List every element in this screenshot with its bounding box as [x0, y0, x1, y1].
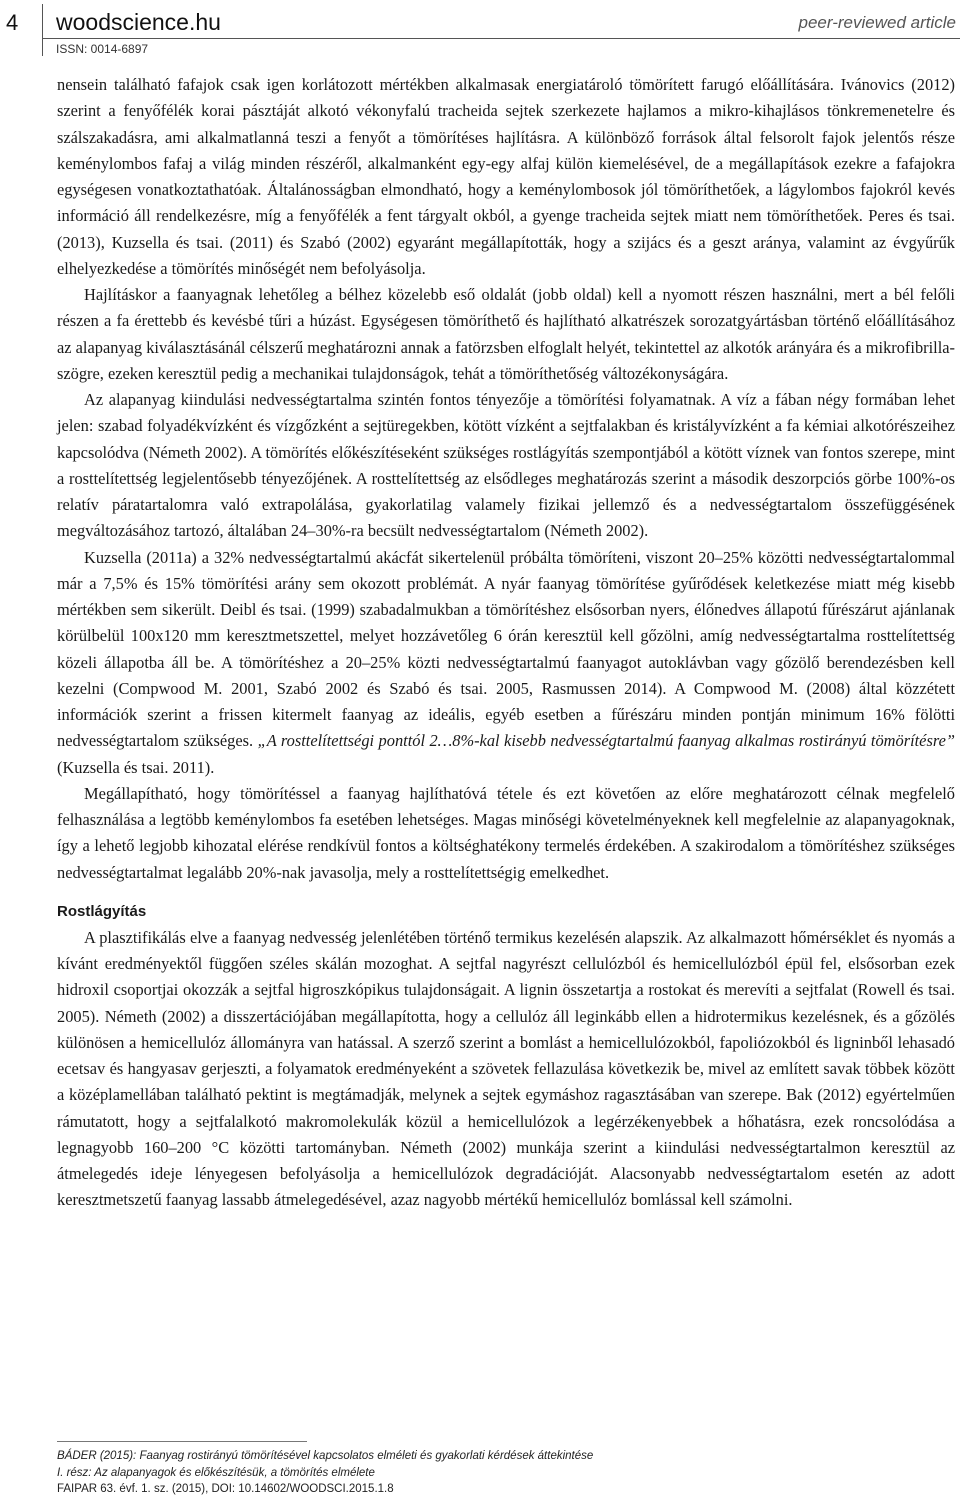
section-heading: Rostlágyítás: [57, 902, 147, 920]
paragraph-6: A plasztifikálás elve a faanyag nedvesség jelenlétében történő termikus kezelésén alapszik. Az alkalmazott hőmérséklet és nyomás a kívánt eredményektől függően széles skálán mozoghat. A sejtfal nagyrészt cellulózból és hemicellulózból épül fel, elsősorban ezek hidroxil csoportjai okozzák a sejtfal higroszkópikus tulajdonságait. A lignin összetartja a rostokat és merevíti a sejtfalat (Rowell és tsai. 2005). Németh (2002) a disszertációjában megállapította, hogy a cellulóz áll leginkább ellen a hidrotermikus kezelésnek, és a gőzölés különösen a hemicellulóz állományra van hatással. A szerző szerint a bomlást a hemicellulózokból, fapoliózokból és ligninből lehasadó ecetsav és hangyasav gerjeszti, a folyamatok eredményeként a szövetek fellazulása következik be, mivel az említett savak többek között a középlamellában található pektint is megtámadják, melynek a sejtek egymáshoz ragasztásában van szerepe. Bak (2012) egyértelműen rámutatott, hogy a sejtfalalkotó makromolekulák közül a hemicellulózok a legérzékenyebbek a hőhatásra, ezek roncsolódása a legnagyobb 160–200 °C közötti tartományban. Németh (2002) munkája szerint a kiindulási nedvességtartalmon keresztül az átmelegedés ideje lényegesen befolyásolja a hemicellulózok degradációját. Alacsonyabb nedvességtartalom esetén az adott keresztmetszetű faanyag lassabb átmelegedésével, azaz nagyobb mértékű hemicellulóz bomlással kell számolni.: [57, 927, 955, 1210]
footer-citation: BÁDER (2015): Faanyag rostirányú tömörítésével kapcsolatos elméleti és gyakorlati kérdések áttekintése: [57, 1450, 594, 1462]
footer-doi: FAIPAR 63. évf. 1. sz. (2015), DOI: 10.14602/WOODSCI.2015.1.8: [57, 1483, 394, 1495]
paragraph-4-quote: „A rosttelítettségi ponttól 2…8%-kal kisebb nedvességtartalmú faanyag alkalmas rostirányú tömörítésre”: [257, 731, 956, 751]
footer-divider: [57, 1441, 307, 1442]
journal-site-name: woodscience.hu: [56, 9, 221, 35]
issn: ISSN: 0014-6897: [56, 42, 149, 56]
article-type: peer-reviewed article: [798, 13, 956, 32]
paragraph-3: Az alapanyag kiindulási nedvességtartalma szintén fontos tényezője a tömörítési folyamatnak. A víz a fában négy formában lehet jelen: szabad folyadékvízként és vízgőzként a sejtüregekben, kötött vízként a sejtfalakban és kristályvízként a fa kémiai alkotórészeihez kapcsolódva (Németh 2002). A tömörítés előkészítéseként szükséges rostlágyítás szempontjából a kötött víznek van fontos szerepe, mint a rosttelítettség legjelentősebb tényezőjének. A rosttelítettség az elsődleges meghatározás szerint a második deszorpciós görbe 100%-os relatív páratartalomra való extrapolálása, gyakorlatilag valamely fizikai jellemző és a nedvességtartalom összefüggésének megváltozásához tartozó, általában 24–30%-ra becsült nedvességtartalom (Németh 2002).: [57, 390, 955, 541]
paragraph-2: Hajlításkor a faanyagnak lehetőleg a bélhez közelebb eső oldalát (jobb oldal) kell a nyomott részen használni, mert a bél felőli részen a fa érettebb és kevésbé tűri a húzást. Egységesen tömöríthető és hajlítható alkatrészek sorozatgyártásban történő előállításához az alapanyag kiválasztásánál célszerű meghatározni annak a fatörzsben elfoglalt helyét, tekintettel az alkotók arányára és a mikrofibrilla-szögre, ezeken keresztül pedig a mechanikai tulajdonságok, tehát a tömöríthetőség változékonyságára.: [57, 285, 955, 383]
paragraph-4-text: Kuzsella (2011a) a 32% nedvességtartalmú akácfát sikertelenül próbálta tömöríteni, viszont 20–25% közötti nedvességtartalommal már a 7,5% és 15% tömörítési arány sem okozott problémát. A nyár faanyag tömörítése gyűrődések keletkezése miatt még kisebb mértékben sem sikerült. Deibl és tsai. (1999) szabadalmukban a tömörítéshez elsősorban nyers, élőnedves állapotú fűrészárut ajánlanak körülbelül 100x120 mm keresztmetszettel, melyet hozzávetőleg 6 órán keresztül kell gőzölni, amíg nedvességtartalma rosttelítettség közeli állapotba áll be. A tömörítéshez a 20–25% közti nedvességtartalmú faanyagot autoklávban vagy gőzölő berendezésben kell kezelni (Compwood M. 2001, Szabó 2002 és Szabó és tsai. 2005, Rasmussen 2014). A Compwood M. (2008) által közzétett információk szerint a frissen kitermelt faanyag az ideális, egyéb esetben a fűrészáru minden pontján minimum 16% fölötti nedvességtartalom szükséges.: [57, 547, 955, 751]
article-body: [57, 72, 955, 1214]
paragraph-4-citation: (Kuzsella és tsai. 2011).: [57, 757, 215, 777]
footer-part: I. rész: Az alapanyagok és előkészítésük, a tömörítés elmélete: [57, 1466, 375, 1479]
header-divider: [42, 38, 960, 39]
paragraph-5: Megállapítható, hogy tömörítéssel a faanyag hajlíthatóvá tétele és ezt követően az előre meghatározott célnak megfelelő felhasználása a legtöbb keménylombos fa esetében lehetséges. Magas minőségi követelményeknek kell megfelelnie az alapanyagoknak, így a lehető legjobb kihozatal elérése rendkívül fontos a költséghatékony termelés érdekében. A szakirodalom a tömörítéshez szükséges nedvességtartalmat legalább 20%-nak javasolja, mely a rosttelítettségig emelkedhet.: [57, 783, 955, 882]
paragraph-4: [57, 545, 955, 781]
paragraph-1: nensein található fafajok csak igen korlátozott mértékben alkalmasak energiatároló tömörített farugó előállítására. Ivánovics (2012) szerint a fenyőfélék korai pásztáját alkotó vékonyfalú tracheida sejtek szerkezete hajlamos a mikro-kihajlásos tönkremenetelre és szálszakadásra, ami alkalmatlanná teszi a fenyőt a tömörítéses hajlításra. A különböző források által felsorolt fajok jelentős része keménylombos fafaj a világ minden részéről, alkalmanként egy-egy alfaj külön kiemelésével, de a megállapítások ezekre a fafajokra egységesen vonatkoztathatóak. Általánosságban elmondható, hogy a keménylombosok jól tömöríthetőek, a lágylombos fajokról kevés információ áll rendelkezésre, míg a fenyőfélék a fent tárgyalt okból, a gyenge tracheida sejtek miatt nem tömöríthetőek. Peres és tsai. (2013), Kuzsella és tsai. (2011) és Szabó (2002) egyaránt megállapították, hogy a szijács és a geszt aránya, valamint az évgyűrűk elhelyezkedése a tömörítés minőségét nem befolyásolja.: [57, 75, 955, 278]
header-divider-vertical: [42, 4, 43, 56]
page-footer: [57, 1448, 937, 1498]
page-header: [0, 0, 960, 60]
page-number: 4: [6, 10, 19, 35]
